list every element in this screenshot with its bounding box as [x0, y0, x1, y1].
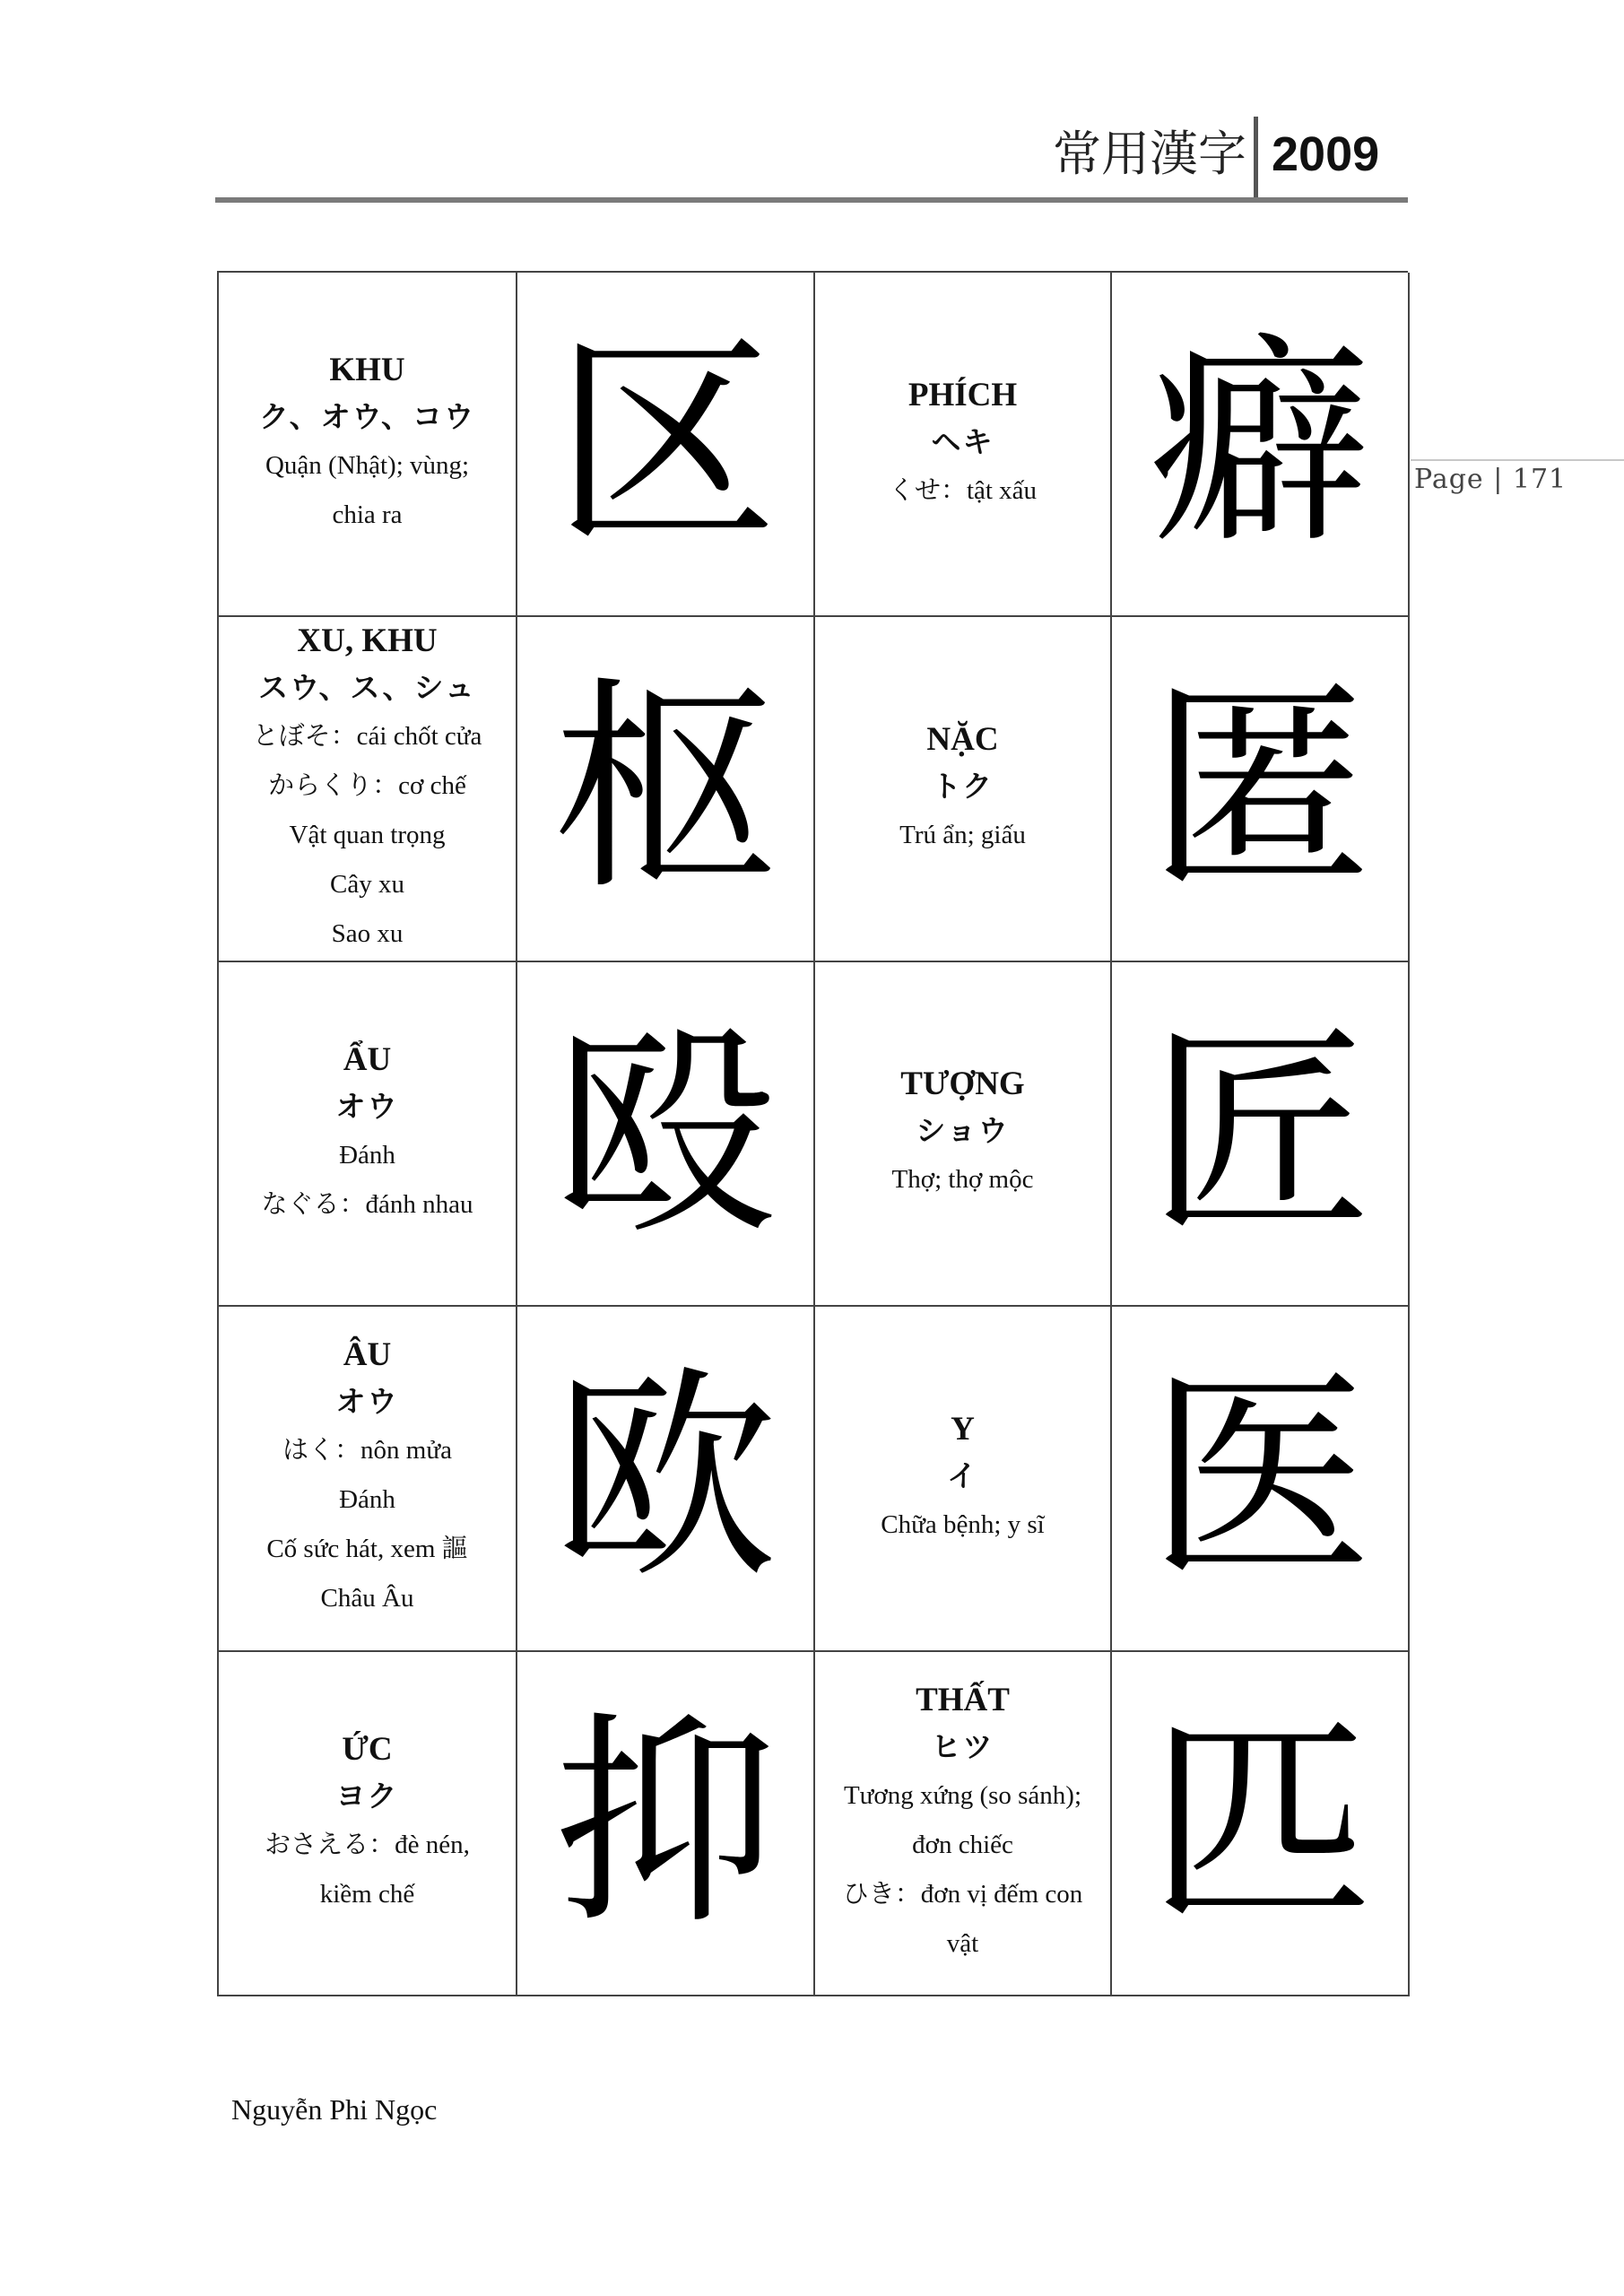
entry-kanji: 枢 — [553, 657, 777, 919]
entry-meaning: kiềm chế — [319, 1879, 415, 1909]
entry-meaning: とぼそ：cái chốt cửa — [252, 722, 482, 752]
entry-meaning: はく：nôn mửa — [282, 1436, 452, 1465]
entry-meaning: Thợ; thợ mộc — [891, 1165, 1034, 1195]
entry-info-cell — [815, 617, 1112, 961]
entry-reading: ỨC — [342, 1730, 393, 1768]
entry-kana: ヨク — [335, 1778, 399, 1813]
entry-meaning: Sao xu — [331, 919, 404, 949]
entry-kanji-cell — [1112, 617, 1410, 961]
entry-meaning: chia ra — [332, 500, 403, 530]
header-separator — [1254, 117, 1258, 201]
entry-meaning: đơn chiếc — [912, 1830, 1013, 1859]
entry-meaning: からくり：cơ chế — [268, 771, 466, 801]
entry-info-cell — [219, 962, 517, 1307]
entry-reading: THẤT — [916, 1681, 1010, 1718]
entry-reading: TƯỢNG — [900, 1065, 1025, 1103]
entry-kanji: 欧 — [553, 1347, 777, 1609]
entry-kanji: 癖 — [1148, 313, 1372, 575]
kanji-table — [217, 271, 1408, 1996]
entry-meaning: Đánh — [339, 1485, 395, 1515]
entry-meaning: Cố sức hát, xem 謳 — [266, 1535, 468, 1564]
entry-info-cell — [815, 1307, 1112, 1651]
entry-kanji-cell — [1112, 1307, 1410, 1651]
entry-meaning: Tương xứng (so sánh); — [843, 1780, 1082, 1810]
entry-kanji-cell — [1112, 1652, 1410, 1996]
entry-kanji-cell — [1112, 962, 1410, 1307]
entry-meaning: vật — [946, 1928, 979, 1958]
entry-meaning: Châu Âu — [320, 1584, 414, 1613]
entry-kana: ヒツ — [931, 1728, 994, 1764]
entry-meaning: Đánh — [339, 1140, 395, 1170]
entry-info-cell — [815, 273, 1112, 617]
entry-kana: ショウ — [916, 1113, 1010, 1149]
entry-kana: スウ、ス、シュ — [258, 670, 476, 706]
entry-info-cell — [219, 1307, 517, 1651]
entry-info-cell — [219, 1652, 517, 1996]
entry-kana: イ — [947, 1457, 978, 1493]
entry-meaning: Trú ẩn; giấu — [899, 821, 1026, 850]
entry-kanji-cell — [517, 1307, 815, 1651]
entry-kanji: 殴 — [553, 1002, 777, 1264]
entry-meaning: Quận (Nhật); vùng; — [265, 451, 470, 481]
entry-reading: Y — [951, 1410, 975, 1448]
entry-kanji: 抑 — [553, 1692, 777, 1953]
entry-kanji: 医 — [1148, 1347, 1372, 1609]
entry-kana: ク、オウ、コウ — [258, 399, 476, 435]
entry-meaning: くせ：tật xấu — [888, 475, 1038, 505]
entry-kanji: 匠 — [1148, 1002, 1372, 1264]
entry-kana: オウ — [335, 1088, 399, 1124]
entry-meaning: おさえる：đè nén, — [265, 1830, 470, 1859]
entry-kanji: 匹 — [1148, 1692, 1372, 1953]
entry-kana: トク — [931, 769, 994, 804]
entry-reading: PHÍCH — [908, 376, 1018, 413]
entry-info-cell — [219, 617, 517, 961]
entry-kana: オウ — [335, 1384, 399, 1420]
entry-reading: KHU — [329, 352, 405, 389]
header-year: 2009 — [1272, 127, 1380, 181]
entry-meaning: Chữa bệnh; y sĩ — [881, 1509, 1045, 1539]
header-title: 常用漢字 — [1053, 126, 1246, 182]
entry-kana: ヘキ — [931, 423, 994, 459]
entry-kanji-cell — [517, 617, 815, 961]
entry-kanji-cell — [517, 962, 815, 1307]
entry-meaning: Cây xu — [330, 870, 404, 900]
entry-kanji-cell — [1112, 273, 1410, 617]
header-rule — [215, 197, 1408, 203]
page-rule — [1411, 459, 1624, 461]
entry-reading: ẨU — [343, 1040, 392, 1078]
entry-reading: ÂU — [343, 1336, 392, 1374]
entry-meaning: ひき：đơn vị đếm con — [842, 1879, 1083, 1909]
entry-kanji: 区 — [553, 313, 777, 575]
entry-meaning: なぐる：đánh nhau — [261, 1189, 473, 1219]
entry-info-cell — [815, 1652, 1112, 1996]
entry-kanji-cell — [517, 1652, 815, 1996]
page-label: Page | 171 — [1414, 464, 1568, 495]
entry-kanji: 匿 — [1148, 657, 1372, 919]
entry-kanji-cell — [517, 273, 815, 617]
entry-meaning: Vật quan trọng — [289, 821, 446, 850]
entry-reading: XU, KHU — [297, 622, 438, 660]
entry-reading: NẶC — [926, 721, 999, 759]
entry-info-cell — [815, 962, 1112, 1307]
author-name: Nguyễn Phi Ngọc — [231, 2093, 438, 2126]
entry-info-cell — [219, 273, 517, 617]
